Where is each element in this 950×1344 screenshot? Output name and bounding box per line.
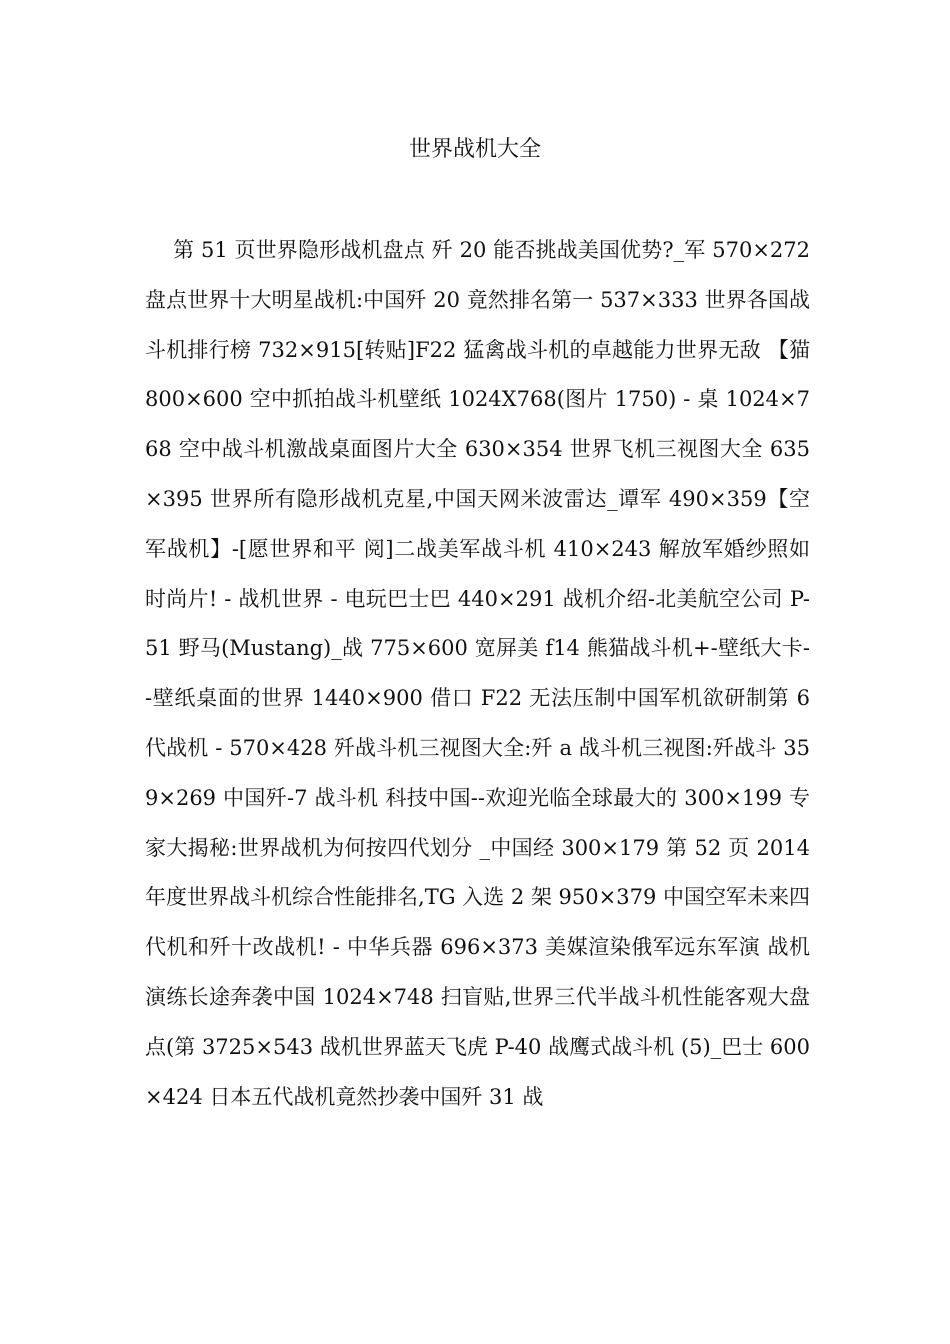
document-title: 世界战机大全 (408, 137, 541, 162)
document-body-paragraph: 第 51 页世界隐形战机盘点 歼 20 能否挑战美国优势?_军 570×272 盘点世界十大明星战机:中国歼 20 竟然排名第一 537×333 世界各国战斗机排行榜 732×915[转贴]F22 猛禽战斗机的卓越能力世界无敌 【猫 800×600 空中抓拍战斗机壁纸 1024X768(图片 1750) - 桌 1024×768 空中战斗机激战桌面图片大全 630×354 世界飞机三视图大全 635×395 世界所有隐形战机克星,中国天网米波雷达_谭军 490×359【空军战机】-[愿世界和平 阅]二战美军战斗机 410×243 解放军婚纱照如时尚片! - 战机世界 - 电玩巴士巴 440×291 战机介绍-北美航空公司 P-51 野马(Mustang)_战 775×600 宽屏美 f14 熊猫战斗机+-壁纸大卡--壁纸桌面的世界 1440×900 借口 F22 无法压制中国军机欲研制第 6 代战机 - 570×428 歼战斗机三视图大全:歼 a 战斗机三视图:歼战斗 359×269 中国歼-7 战斗机 科技中国--欢迎光临全球最大的 300×199 专家大揭秘:世界战机为何按四代划分 _中国经 300×179 第 52 页 2014 年度世界战斗机综合性能排名,TG 入选 2 架 950×379 中国空军未来四代机和歼十改战机! - 中华兵器 696×373 美媒渲染俄军远东军演 战机演练长途奔袭中国 1024×748 扫盲贴,世界三代半战斗机性能客观大盘点(第 3725×543 战机世界蓝天飞虎 P-40 战鹰式战斗机 (5)_巴士 600×424 日本五代战机竟然抄袭中国歼 31 战 (145, 238, 810, 1109)
